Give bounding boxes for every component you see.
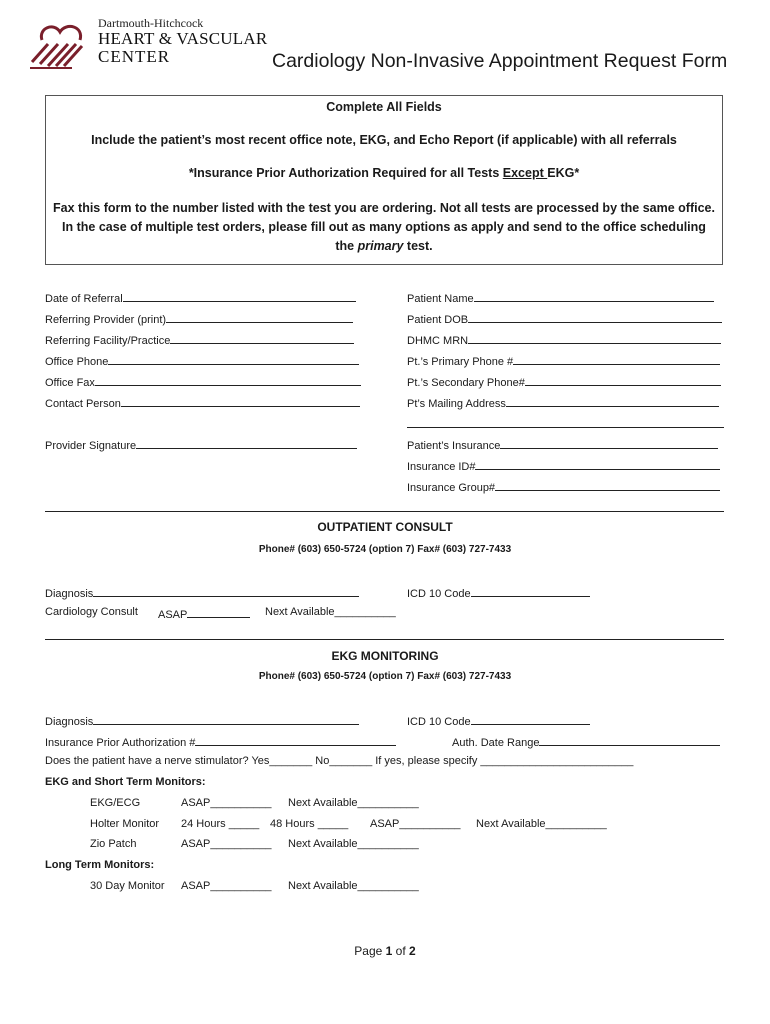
auth-date-label: Auth. Date Range bbox=[452, 737, 540, 749]
instruction-box bbox=[45, 95, 723, 265]
outpatient-diagnosis-field[interactable] bbox=[45, 585, 359, 600]
holter-24-field[interactable]: 24 Hours _____ bbox=[181, 818, 260, 830]
instruction-complete: Complete All Fields bbox=[326, 100, 442, 114]
fax-end-text: test. bbox=[403, 239, 433, 253]
page-total: 2 bbox=[409, 944, 416, 958]
referring-facility-field[interactable] bbox=[45, 332, 354, 347]
contact-person-field[interactable] bbox=[45, 395, 360, 410]
patient-dob-label: Patient DOB bbox=[407, 314, 469, 326]
nerve-stimulator-question[interactable]: Does the patient have a nerve stimulator? Yes_______ No_______ If yes, please specify _________________________ bbox=[45, 755, 634, 767]
logo-line-2: HEART & VASCULAR bbox=[98, 29, 268, 48]
zio-asap-field[interactable]: ASAP__________ bbox=[181, 838, 272, 850]
patient-insurance-field[interactable] bbox=[407, 437, 718, 452]
referring-provider-label: Referring Provider (print) bbox=[45, 314, 167, 326]
zio-label: Zio Patch bbox=[90, 838, 137, 850]
heart-stripes-icon bbox=[28, 18, 96, 70]
ekg-asap-field[interactable]: ASAP__________ bbox=[181, 797, 272, 809]
hospital-logo bbox=[28, 18, 268, 70]
consult-asap-label: ASAP bbox=[158, 609, 188, 621]
mailing-address-line-2[interactable] bbox=[407, 427, 724, 428]
referring-facility-label: Referring Facility/Practice bbox=[45, 335, 171, 347]
long-term-title: Long Term Monitors: bbox=[45, 859, 155, 871]
date-of-referral-label: Date of Referral bbox=[45, 293, 123, 305]
ekg-icd-label: ICD 10 Code bbox=[407, 716, 471, 728]
insurance-group-field[interactable] bbox=[407, 479, 720, 494]
contact-person-label: Contact Person bbox=[45, 398, 121, 410]
section-divider-2 bbox=[45, 639, 724, 640]
patient-name-field[interactable] bbox=[407, 290, 714, 305]
insurance-id-label: Insurance ID# bbox=[407, 461, 476, 473]
day30-asap-field[interactable]: ASAP__________ bbox=[181, 880, 272, 892]
outpatient-icd-label: ICD 10 Code bbox=[407, 588, 471, 600]
office-fax-label: Office Fax bbox=[45, 377, 95, 389]
primary-phone-label: Pt.’s Primary Phone # bbox=[407, 356, 514, 368]
ekg-title: EKG MONITORING bbox=[331, 649, 439, 663]
secondary-phone-field[interactable] bbox=[407, 374, 721, 389]
referring-provider-field[interactable] bbox=[45, 311, 353, 326]
auth-date-field[interactable] bbox=[452, 734, 720, 749]
office-fax-field[interactable] bbox=[45, 374, 361, 389]
primary-text: primary bbox=[357, 239, 404, 253]
mailing-address-label: Pt’s Mailing Address bbox=[407, 398, 506, 410]
cardiology-consult-label: Cardiology Consult bbox=[45, 606, 138, 618]
dhmc-mrn-label: DHMC MRN bbox=[407, 335, 469, 347]
mailing-address-field[interactable] bbox=[407, 395, 719, 410]
insurance-group-label: Insurance Group# bbox=[407, 482, 496, 494]
ekg-diagnosis-label: Diagnosis bbox=[45, 716, 94, 728]
instruction-fax bbox=[46, 199, 722, 256]
ekg-ecg-label: EKG/ECG bbox=[90, 797, 141, 809]
patient-insurance-label: Patient’s Insurance bbox=[407, 440, 501, 452]
section-divider-1 bbox=[45, 511, 724, 512]
office-phone-label: Office Phone bbox=[45, 356, 109, 368]
fax-text: Fax this form to the number listed with the test you are ordering. Not all tests are processed by the same office. In the case of multiple test orders, please fill out as many options as apply and send to the office scheduling the bbox=[53, 201, 715, 253]
office-phone-field[interactable] bbox=[45, 353, 359, 368]
of-word: of bbox=[392, 944, 410, 958]
ekg-phone: Phone# (603) 650-5724 (option 7) Fax# (603) 727-7433 bbox=[258, 671, 512, 682]
form-title: Cardiology Non-Invasive Appointment Request Form bbox=[272, 50, 728, 72]
outpatient-title: OUTPATIENT CONSULT bbox=[317, 520, 453, 534]
prior-auth-label: Insurance Prior Authorization # bbox=[45, 737, 196, 749]
insurance-id-field[interactable] bbox=[407, 458, 720, 473]
provider-signature-field[interactable] bbox=[45, 437, 357, 452]
except-text: Except bbox=[502, 166, 548, 180]
secondary-phone-label: Pt.’s Secondary Phone# bbox=[407, 377, 525, 389]
prior-auth-field[interactable] bbox=[45, 734, 396, 749]
dhmc-mrn-field[interactable] bbox=[407, 332, 721, 347]
holter-asap-field[interactable]: ASAP__________ bbox=[370, 818, 461, 830]
patient-dob-field[interactable] bbox=[407, 311, 722, 326]
consult-next-available[interactable]: Next Available__________ bbox=[265, 606, 396, 618]
date-of-referral-field[interactable] bbox=[45, 290, 356, 305]
ekg-diagnosis-field[interactable] bbox=[45, 713, 359, 728]
day30-label: 30 Day Monitor bbox=[90, 880, 165, 892]
holter-next-field[interactable]: Next Available__________ bbox=[476, 818, 607, 830]
page-word: Page bbox=[354, 944, 386, 958]
short-term-title: EKG and Short Term Monitors: bbox=[45, 776, 206, 788]
outpatient-diagnosis-label: Diagnosis bbox=[45, 588, 94, 600]
page-footer bbox=[0, 944, 770, 958]
instruction-insurance bbox=[46, 166, 722, 180]
page-number: 1 bbox=[385, 944, 393, 958]
insurance-text: *Insurance Prior Authorization Required for all Tests bbox=[188, 166, 503, 180]
ekg-text: EKG* bbox=[547, 166, 580, 180]
outpatient-icd-field[interactable] bbox=[407, 585, 590, 600]
instruction-include: Include the patient’s most recent office note, EKG, and Echo Report (if applicable) with all referrals bbox=[91, 133, 677, 147]
zio-next-field[interactable]: Next Available__________ bbox=[288, 838, 419, 850]
patient-name-label: Patient Name bbox=[407, 293, 474, 305]
holter-48-field[interactable]: 48 Hours _____ bbox=[270, 818, 349, 830]
logo-line-1: Dartmouth-Hitchcock bbox=[98, 16, 204, 30]
provider-signature-label: Provider Signature bbox=[45, 440, 137, 452]
logo-line-3: CENTER bbox=[98, 47, 171, 66]
ekg-next-field[interactable]: Next Available__________ bbox=[288, 797, 419, 809]
outpatient-phone: Phone# (603) 650-5724 (option 7) Fax# (603) 727-7433 bbox=[258, 544, 512, 555]
day30-next-field[interactable]: Next Available__________ bbox=[288, 880, 419, 892]
consult-asap-field[interactable] bbox=[158, 606, 250, 621]
primary-phone-field[interactable] bbox=[407, 353, 720, 368]
ekg-icd-field[interactable] bbox=[407, 713, 590, 728]
holter-label: Holter Monitor bbox=[90, 818, 160, 830]
